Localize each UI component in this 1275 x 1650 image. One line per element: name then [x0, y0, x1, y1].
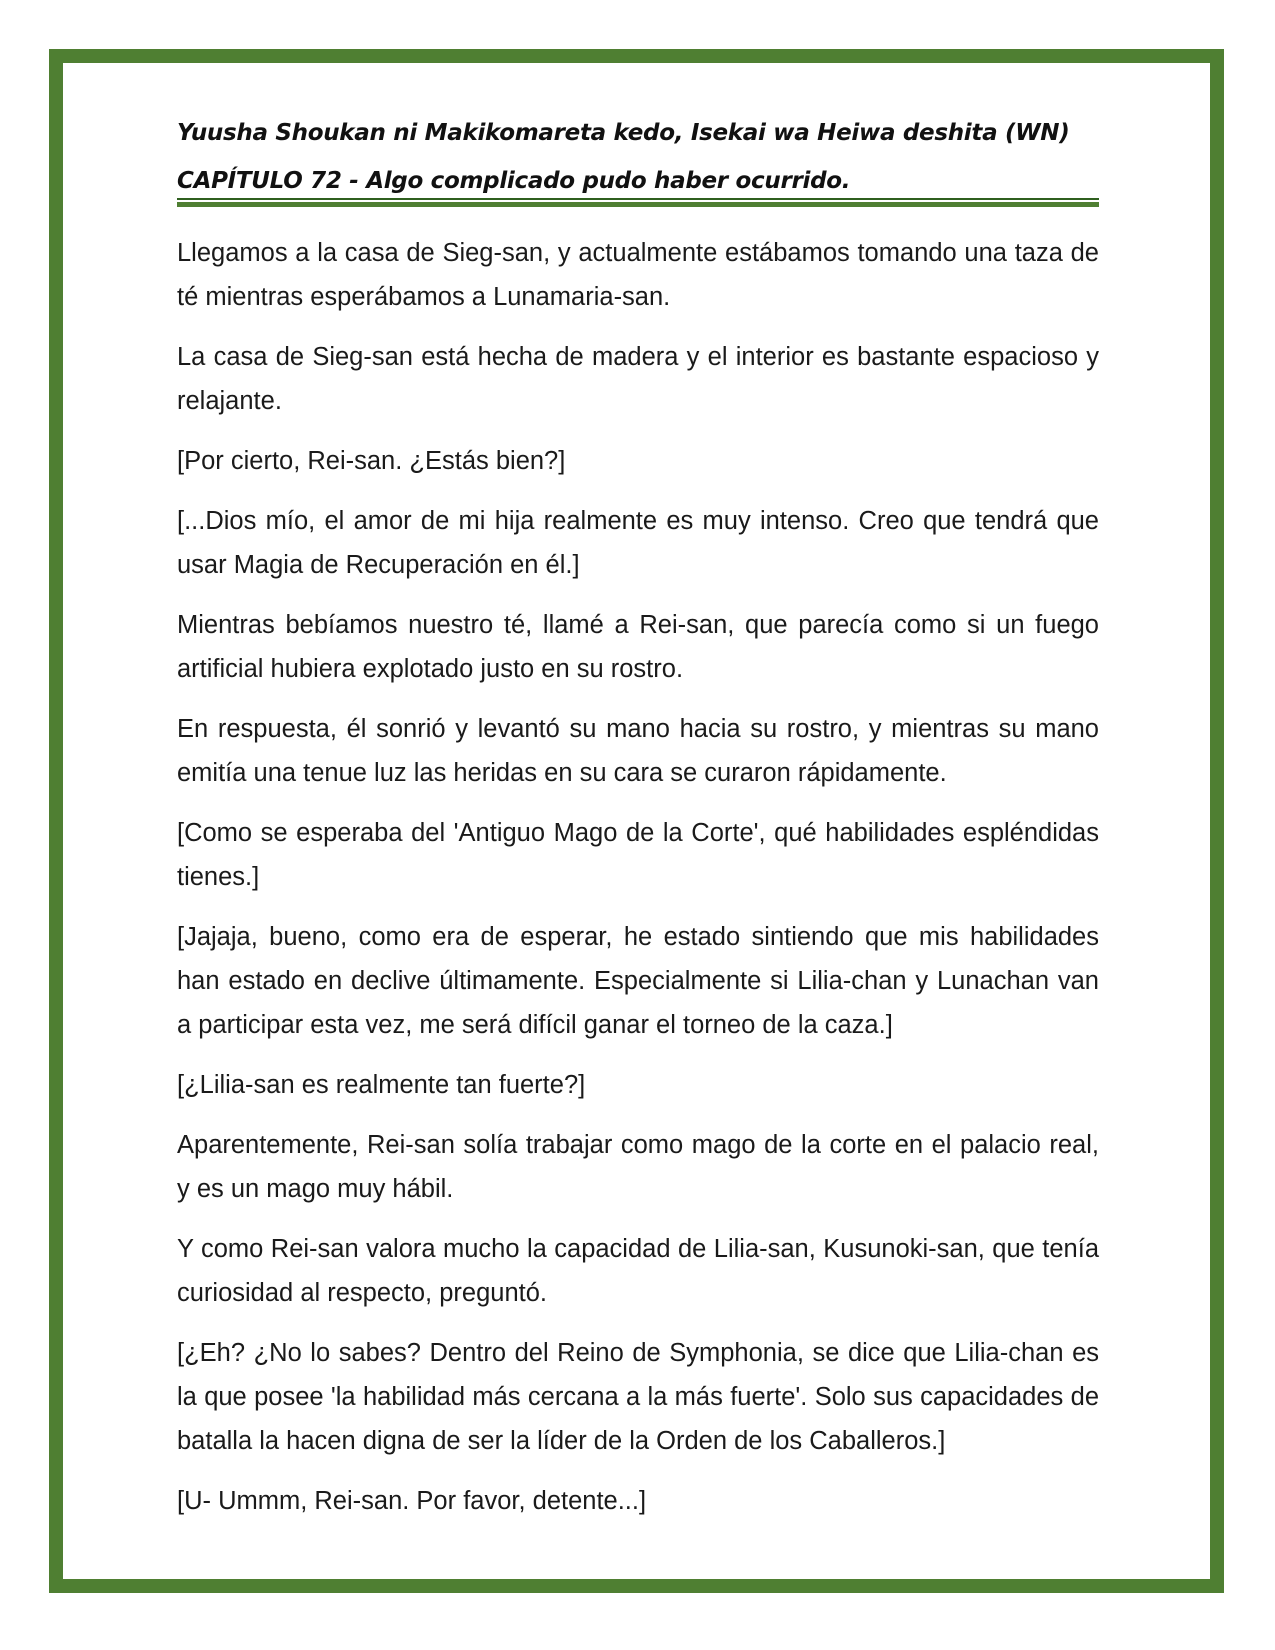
chapter-title: CAPÍTULO 72 - Algo complicado pudo haber ocurrido.	[177, 168, 851, 194]
paragraph-7: [Como se esperaba del 'Antiguo Mago de la Corte', qué habilidades espléndidas tienes.]	[177, 819, 1099, 891]
document-content	[177, 110, 1099, 1539]
paragraph-5: Mientras bebíamos nuestro té, llamé a Rei-san, que parecía como si un fuego artificial hubiera explotado justo en su rostro.	[177, 611, 1099, 683]
document-title: Yuusha Shoukan ni Makikomareta kedo, Isekai wa Heiwa deshita (WN)	[177, 120, 1070, 146]
paragraph-12: [¿Eh? ¿No lo sabes? Dentro del Reino de Symphonia, se dice que Lilia-chan es la que posee 'la habilidad más cercana a la más fuerte'. Solo sus capacidades de batalla la hacen digna de ser la líder de la Orden de los Caballeros.]	[177, 1339, 1099, 1455]
paragraph-2: La casa de Sieg-san está hecha de madera y el interior es bastante espacioso y relajante.	[177, 343, 1099, 415]
paragraph-9: [¿Lilia-san es realmente tan fuerte?]	[177, 1071, 586, 1099]
paragraph-13: [U- Ummm, Rei-san. Por favor, detente...]	[177, 1487, 647, 1515]
paragraph-4: [...Dios mío, el amor de mi hija realmente es muy intenso. Creo que tendrá que usar Magia de Recuperación en él.]	[177, 507, 1099, 579]
paragraph-1: Llegamos a la casa de Sieg-san, y actualmente estábamos tomando una taza de té mientras esperábamos a Lunamaria-san.	[177, 239, 1099, 311]
paragraph-3: [Por cierto, Rei-san. ¿Estás bien?]	[177, 447, 566, 475]
body-text	[177, 231, 1099, 1523]
title-divider	[177, 198, 1099, 207]
paragraph-6: En respuesta, él sonrió y levantó su mano hacia su rostro, y mientras su mano emitía una tenue luz las heridas en su cara se curaron rápidamente.	[177, 715, 1099, 787]
paragraph-10: Aparentemente, Rei-san solía trabajar como mago de la corte en el palacio real, y es un mago muy hábil.	[177, 1131, 1099, 1203]
paragraph-8: [Jajaja, bueno, como era de esperar, he estado sintiendo que mis habilidades han estado en declive últimamente. Especialmente si Lilia-chan y Lunachan van a participar esta vez, me será difícil ganar el torneo de la caza.]	[177, 923, 1099, 1039]
paragraph-11: Y como Rei-san valora mucho la capacidad de Lilia-san, Kusunoki-san, que tenía curiosidad al respecto, preguntó.	[177, 1235, 1099, 1307]
